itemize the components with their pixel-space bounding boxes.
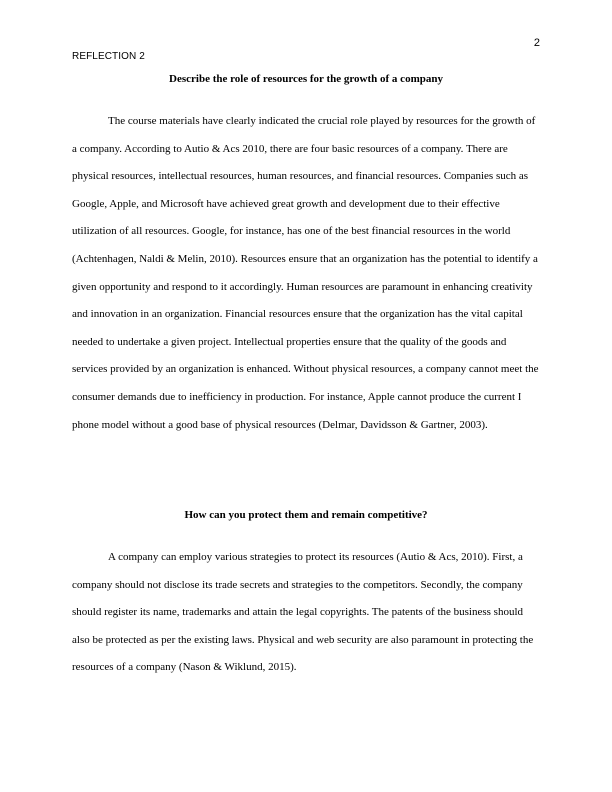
running-head: REFLECTION 2 — [72, 51, 145, 62]
section-protect-resources — [72, 508, 540, 682]
section-heading: How can you protect them and remain competitive? — [184, 509, 428, 521]
section-paragraph: A company can employ various strategies to protect its resources (Autio & Acs, 2010). First, a company should not disclose its trade secrets and strategies to the competitors. Secondly, the company should register its name, trademarks and attain the legal copyrights. The patents of the business should also be protected as per the existing laws. Physical and web security are also paramount in protecting the resources of a company (Nason & Wiklund, 2015). — [72, 551, 534, 674]
section-paragraph: The course materials have clearly indicated the crucial role played by resources for the growth of a company. According to Autio & Acs 2010, there are four basic resources of a company. There are physical resources, intellectual resources, human resources, and financial resources. Companies such as Google, Apple, and Microsoft have achieved great growth and development due to their effective utilization of all resources. Google, for instance, has one of the best financial resources in the world (Achtenhagen, Naldi & Melin, 2010). Resources ensure that an organization has the potential to identify a given opportunity and respond to it accordingly. Human resources are paramount in enhancing creativity and innovation in an organization. Financial resources ensure that the organization has the vital capital needed to undertake a given project. Intellectual properties ensure that the quality of the goods and services provided by an organization is enhanced. Without physical resources, a company cannot meet the consumer demands due to inefficiency in production. For instance, Apple cannot produce the current I phone model without a good base of physical resources (Delmar, Davidsson & Gartner, 2003). — [72, 115, 539, 431]
page-number: 2 — [533, 37, 540, 49]
section-resources-role — [72, 72, 540, 439]
section-heading: Describe the role of resources for the growth of a company — [169, 73, 443, 85]
